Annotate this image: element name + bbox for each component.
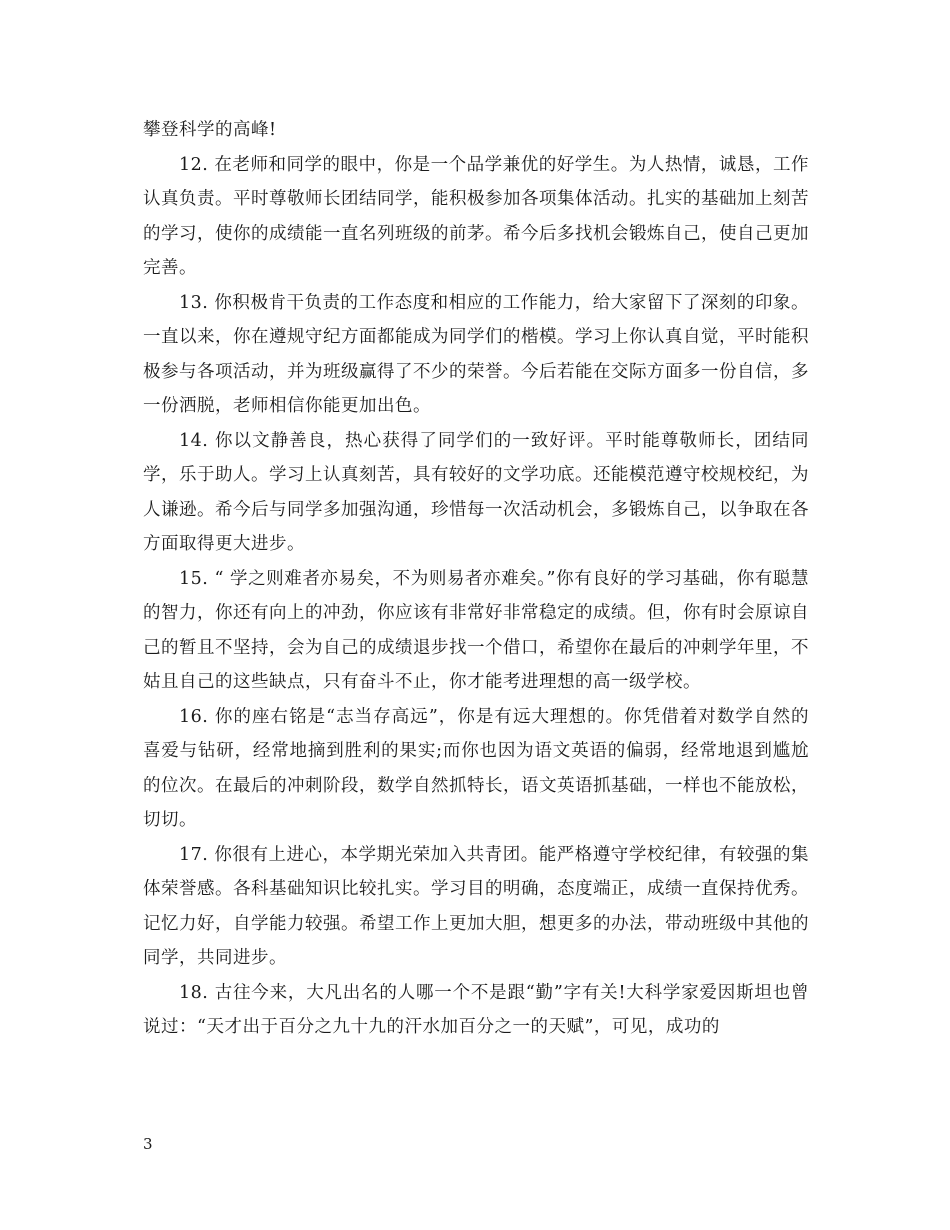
paragraph-item-16: 16. 你的座右铭是“志当存高远”，你是有远大理想的。你凭借着对数学自然的喜爱与钻研，经常地摘到胜利的果实;而你也因为语文英语的偏弱，经常地退到尴尬的位次。在最后的冲刺阶段，数学自然抓特长，语文英语抓基础，一样也不能放松，切切。 [143,706,809,830]
paragraph-item-18: 18. 古往今来，大凡出名的人哪一个不是跟“勤”字有关!大科学家爱因斯坦也曾说过：“天才出于百分之九十九的汗水加百分之一的天赋”，可见，成功的 [143,982,809,1037]
paragraph-item-15: 15. “ 学之则难者亦易矣，不为则易者亦难矣。”你有良好的学习基础，你有聪慧的智力，你还有向上的冲劲，你应该有非常好非常稳定的成绩。但，你有时会原谅自己的暂且不坚持，会为自己的成绩退步找一个借口，希望你在最后的冲刺学年里，不姑且自己的这些缺点，只有奋斗不止，你才能考进理想的高一级学校。 [143,568,809,692]
paragraph-item-17: 17. 你很有上进心，本学期光荣加入共青团。能严格遵守学校纪律，有较强的集体荣誉感。各科基础知识比较扎实。学习目的明确，态度端正，成绩一直保持优秀。记忆力好，自学能力较强。希望工作上更加大胆，想更多的办法，带动班级中其他的同学，共同进步。 [143,844,809,968]
paragraph-item-14: 14. 你以文静善良，热心获得了同学们的一致好评。平时能尊敬师长，团结同学，乐于助人。学习上认真刻苦，具有较好的文学功底。还能模范遵守校规校纪，为人谦逊。希今后与同学多加强沟通，珍惜每一次活动机会，多锻炼自己，以争取在各方面取得更大进步。 [143,430,809,554]
page-number: 3 [143,1135,153,1153]
document-body [143,113,809,1045]
paragraph-continuation: 攀登科学的高峰! [143,120,277,140]
paragraph-item-12: 12. 在老师和同学的眼中，你是一个品学兼优的好学生。为人热情，诚恳，工作认真负责。平时尊敬师长团结同学，能积极参加各项集体活动。扎实的基础加上刻苦的学习，使你的成绩能一直名列班级的前茅。希今后多找机会锻炼自己，使自己更加完善。 [143,154,809,278]
paragraph-item-13: 13. 你积极肯干负责的工作态度和相应的工作能力，给大家留下了深刻的印象。一直以来，你在遵规守纪方面都能成为同学们的楷模。学习上你认真自觉，平时能积极参与各项活动，并为班级赢得了不少的荣誉。今后若能在交际方面多一份自信，多一份洒脱，老师相信你能更加出色。 [143,292,809,416]
